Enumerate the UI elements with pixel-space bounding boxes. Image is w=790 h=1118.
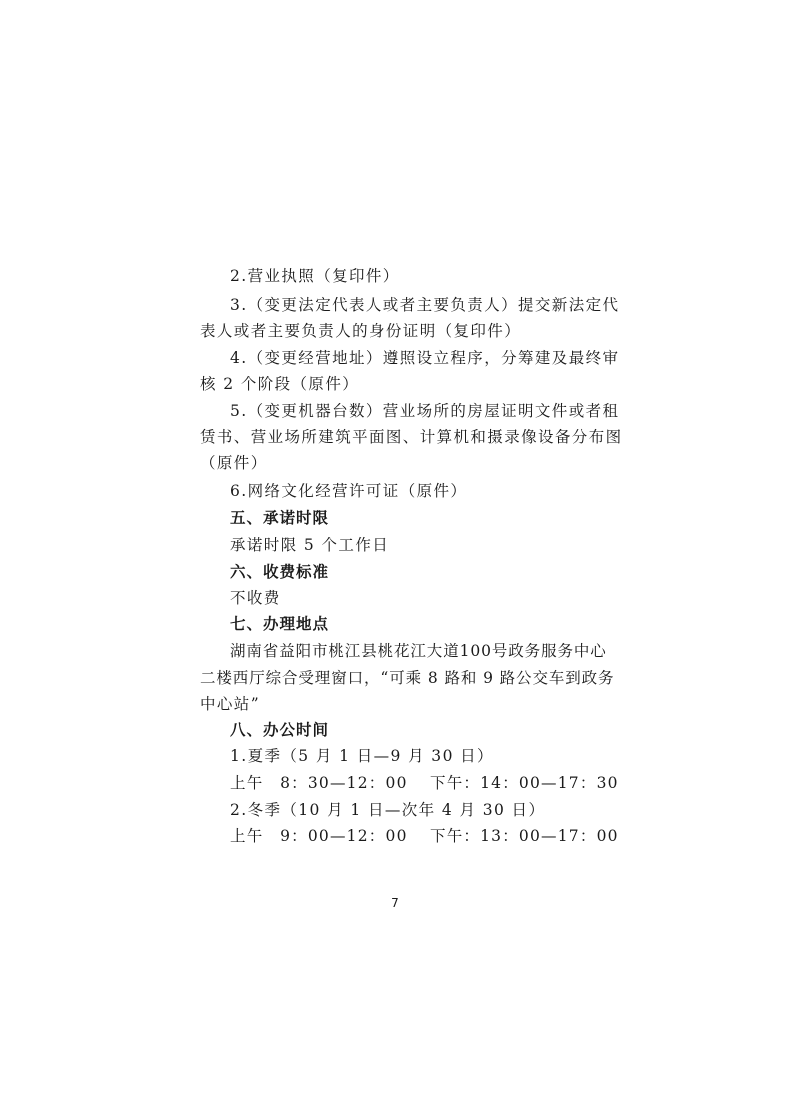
list-item-machines-line1: 5.（变更机器台数）营业场所的房屋证明文件或者租: [230, 402, 620, 420]
list-item-legal-rep-line2: 表人或者主要负责人的身份证明（复印件）: [200, 322, 522, 340]
list-item-network-permit: 6.网络文化经营许可证（原件）: [230, 482, 468, 500]
location-line2: 二楼西厅综合受理窗口，“可乘 8 路和 9 路公交车到政务: [200, 669, 615, 687]
winter-season-label: 2.冬季（10 月 1 日—次年 4 月 30 日）: [230, 801, 546, 819]
location-line1: 湖南省益阳市桃江县桃花江大道100号政务服务中心: [230, 642, 607, 660]
location-line3: 中心站”: [200, 695, 261, 713]
section-heading-location: 七、办理地点: [230, 615, 330, 633]
summer-afternoon-hours: 下午：14：00—17：30: [430, 774, 619, 792]
fee-standard-text: 不收费: [230, 589, 281, 607]
list-item-legal-rep-line1: 3.（变更法定代表人或者主要负责人）提交新法定代: [230, 296, 620, 314]
winter-morning-hours: 上午 9：00—12：00: [230, 827, 408, 845]
list-item-business-license: 2.营业执照（复印件）: [230, 267, 400, 285]
page-number: 7: [391, 896, 399, 910]
section-heading-commitment-time: 五、承诺时限: [230, 509, 330, 527]
list-item-machines-line2: 赁书、营业场所建筑平面图、计算机和摄录像设备分布图: [200, 428, 623, 446]
list-item-address-line2: 核 2 个阶段（原件）: [200, 375, 360, 393]
commitment-time-text: 承诺时限 5 个工作日: [230, 536, 390, 554]
list-item-machines-line3: （原件）: [200, 454, 268, 472]
summer-morning-hours: 上午 8：30—12：00: [230, 774, 408, 792]
summer-season-label: 1.夏季（5 月 1 日—9 月 30 日）: [230, 747, 494, 765]
section-heading-office-hours: 八、办公时间: [230, 721, 330, 739]
list-item-address-line1: 4.（变更经营地址）遵照设立程序，分筹建及最终审: [230, 349, 620, 367]
section-heading-fee-standard: 六、收费标准: [230, 563, 330, 581]
winter-afternoon-hours: 下午：13：00—17：00: [430, 827, 619, 845]
